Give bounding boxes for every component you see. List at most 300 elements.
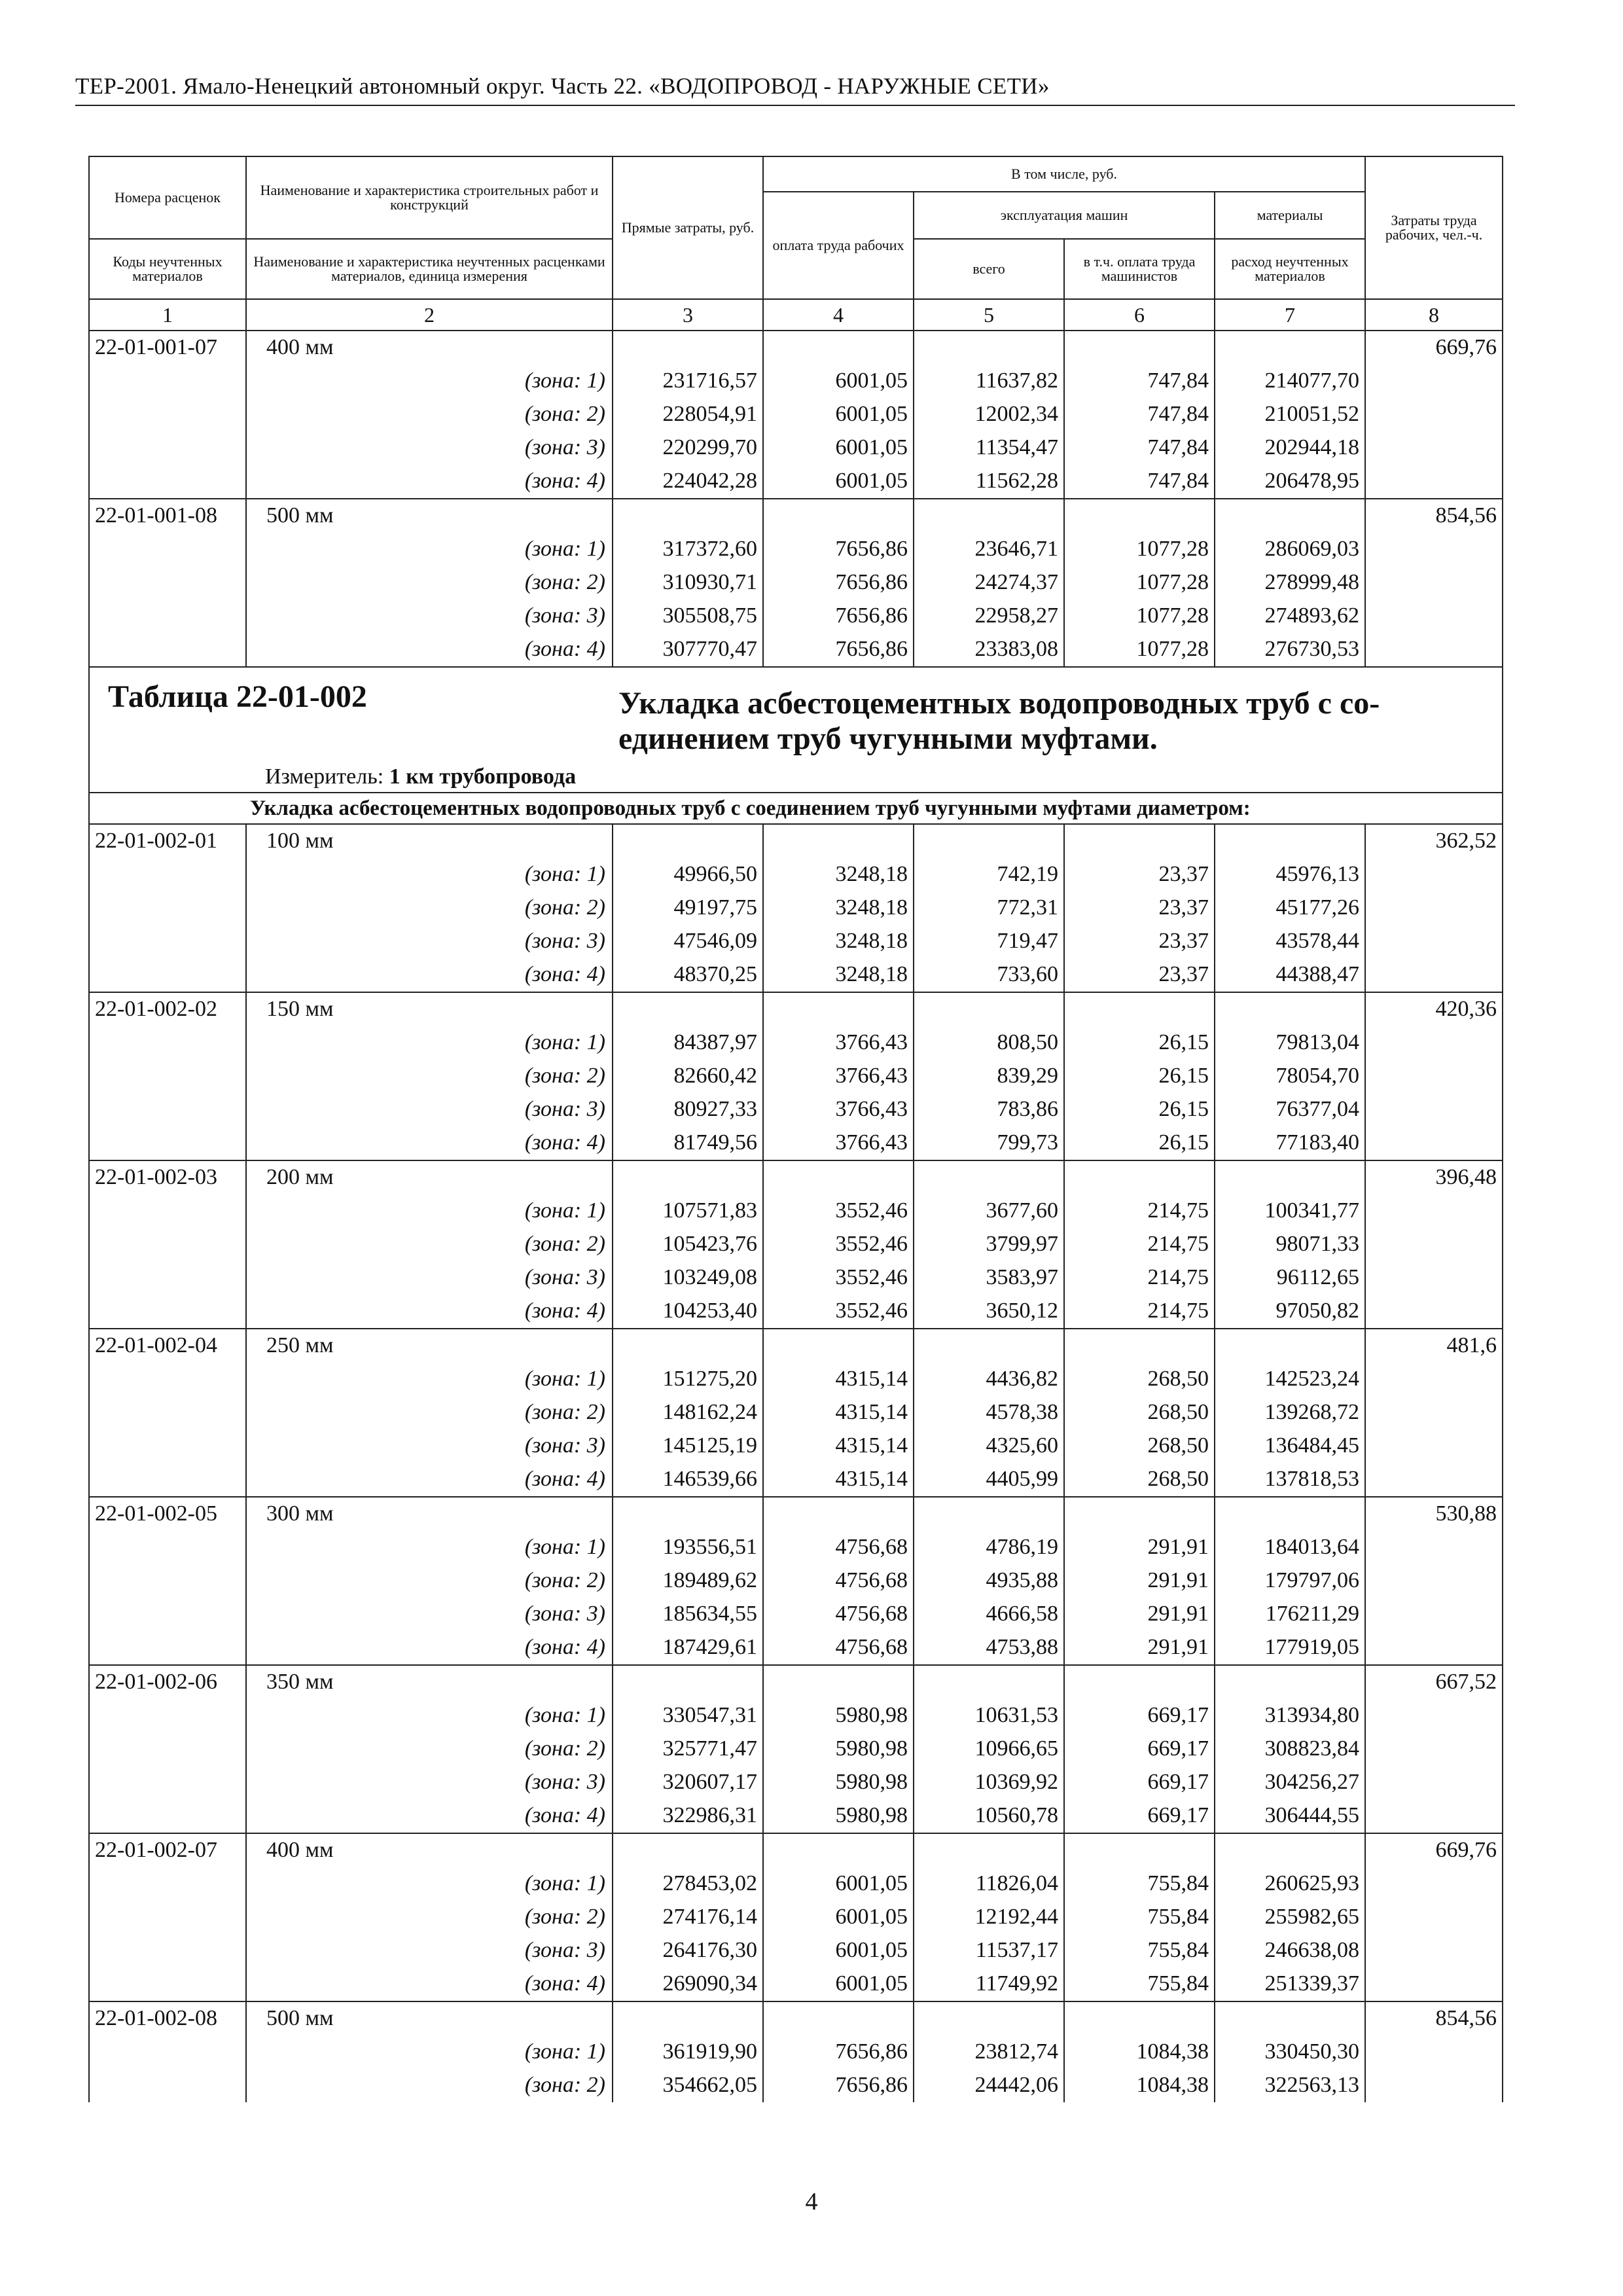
materials-value: 45976,13 — [1215, 858, 1365, 891]
zone-row — [89, 1531, 1503, 1564]
table-number: Таблица 22-01-002 — [108, 679, 367, 714]
empty-cell — [1365, 1531, 1503, 1564]
machinists-pay-value: 747,84 — [1064, 465, 1215, 499]
empty-cell — [89, 1463, 246, 1497]
empty-cell — [1064, 824, 1215, 858]
materials-value: 214077,70 — [1215, 365, 1365, 398]
page-number: 4 — [805, 2188, 818, 2215]
machinists-pay-value: 669,17 — [1064, 1799, 1215, 1833]
zone-label: (зона: 3) — [246, 1429, 613, 1463]
machinists-pay-value: 1084,38 — [1064, 2036, 1215, 2069]
labor-pay-value: 6001,05 — [763, 1934, 914, 1967]
materials-value: 97050,82 — [1215, 1295, 1365, 1329]
materials-value: 276730,53 — [1215, 633, 1365, 667]
empty-cell — [1365, 1363, 1503, 1396]
measure-label: Измеритель: — [265, 764, 384, 789]
direct-costs-value: 104253,40 — [613, 1295, 763, 1329]
empty-cell — [1365, 1060, 1503, 1093]
empty-cell — [613, 1329, 763, 1363]
direct-costs-value: 105423,76 — [613, 1228, 763, 1261]
empty-cell — [1365, 1295, 1503, 1329]
machines-total-value: 10631,53 — [914, 1699, 1064, 1732]
empty-cell — [89, 633, 246, 667]
zone-row — [89, 431, 1503, 465]
rate-code: 22-01-002-06 — [89, 1665, 246, 1699]
empty-cell — [89, 1026, 246, 1060]
header-work-name: Наименование и характеристика строительных работ и конструкций — [246, 156, 613, 239]
materials-value: 246638,08 — [1215, 1934, 1365, 1967]
materials-value: 100341,77 — [1215, 1194, 1365, 1228]
table-title: Укладка асбестоцементных водопроводных труб с со-единением труб чугунными муфтами. — [618, 686, 1380, 756]
zone-row — [89, 1194, 1503, 1228]
machinists-pay-value: 669,17 — [1064, 1766, 1215, 1799]
empty-cell — [1215, 1160, 1365, 1194]
labor-pay-value: 5980,98 — [763, 1799, 914, 1833]
zone-label: (зона: 2) — [246, 398, 613, 431]
zone-label: (зона: 1) — [246, 1867, 613, 1901]
empty-cell — [89, 1598, 246, 1631]
header-direct-costs: Прямые затраты, руб. — [613, 156, 763, 299]
rate-code: 22-01-002-07 — [89, 1833, 246, 1867]
zone-label: (зона: 2) — [246, 1396, 613, 1429]
labor-pay-value: 4756,68 — [763, 1531, 914, 1564]
machinists-pay-value: 26,15 — [1064, 1026, 1215, 1060]
zone-label: (зона: 4) — [246, 465, 613, 499]
labor-costs-value: 396,48 — [1365, 1160, 1503, 1194]
labor-pay-value: 3552,46 — [763, 1295, 914, 1329]
zone-row — [89, 465, 1503, 499]
empty-cell — [763, 824, 914, 858]
empty-cell — [1365, 566, 1503, 600]
machines-total-value: 4405,99 — [914, 1463, 1064, 1497]
empty-cell — [1215, 1497, 1365, 1531]
rate-code: 22-01-001-07 — [89, 331, 246, 365]
header-rate-numbers: Номера расценок — [89, 156, 246, 239]
empty-cell — [1365, 633, 1503, 667]
zone-label: (зона: 3) — [246, 1093, 613, 1126]
empty-cell — [89, 431, 246, 465]
labor-pay-value: 6001,05 — [763, 1901, 914, 1934]
header-total: всего — [914, 239, 1064, 299]
empty-cell — [1064, 331, 1215, 365]
direct-costs-value: 189489,62 — [613, 1564, 763, 1598]
rate-row — [89, 824, 1503, 858]
zone-label: (зона: 1) — [246, 1194, 613, 1228]
machinists-pay-value: 268,50 — [1064, 1396, 1215, 1429]
machines-total-value: 4325,60 — [914, 1429, 1064, 1463]
empty-cell — [1365, 1732, 1503, 1766]
empty-cell — [89, 1194, 246, 1228]
labor-pay-value: 7656,86 — [763, 2069, 914, 2102]
machines-total-value: 772,31 — [914, 891, 1064, 925]
zone-label: (зона: 2) — [246, 1901, 613, 1934]
rate-code: 22-01-002-08 — [89, 2001, 246, 2036]
labor-pay-value: 7656,86 — [763, 566, 914, 600]
column-numbers-row — [89, 299, 1503, 331]
machines-total-value: 23383,08 — [914, 633, 1064, 667]
materials-value: 77183,40 — [1215, 1126, 1365, 1160]
machines-total-value: 3677,60 — [914, 1194, 1064, 1228]
labor-pay-value: 7656,86 — [763, 633, 914, 667]
direct-costs-value: 231716,57 — [613, 365, 763, 398]
empty-cell — [1365, 1261, 1503, 1295]
header-machines: эксплуатация машин — [914, 192, 1215, 239]
machinists-pay-value: 23,37 — [1064, 858, 1215, 891]
machines-total-value: 4935,88 — [914, 1564, 1064, 1598]
zone-label: (зона: 1) — [246, 858, 613, 891]
machines-total-value: 799,73 — [914, 1126, 1064, 1160]
empty-cell — [89, 1396, 246, 1429]
zone-label: (зона: 2) — [246, 566, 613, 600]
zone-label: (зона: 1) — [246, 1699, 613, 1732]
header-codes: Коды неучтенных материалов — [89, 239, 246, 299]
empty-cell — [763, 992, 914, 1026]
machinists-pay-value: 26,15 — [1064, 1126, 1215, 1160]
machines-total-value: 4753,88 — [914, 1631, 1064, 1665]
empty-cell — [1365, 365, 1503, 398]
labor-costs-value: 362,52 — [1365, 824, 1503, 858]
direct-costs-value: 264176,30 — [613, 1934, 763, 1967]
empty-cell — [89, 1564, 246, 1598]
machinists-pay-value: 23,37 — [1064, 925, 1215, 958]
direct-costs-value: 80927,33 — [613, 1093, 763, 1126]
materials-value: 78054,70 — [1215, 1060, 1365, 1093]
empty-cell — [914, 2001, 1064, 2036]
empty-cell — [89, 1699, 246, 1732]
direct-costs-value: 224042,28 — [613, 465, 763, 499]
empty-cell — [1365, 2069, 1503, 2102]
labor-pay-value: 6001,05 — [763, 398, 914, 431]
rate-row — [89, 992, 1503, 1026]
empty-cell — [613, 992, 763, 1026]
empty-cell — [89, 1060, 246, 1093]
empty-cell — [914, 1665, 1064, 1699]
section-row — [89, 793, 1503, 824]
empty-cell — [1365, 1228, 1503, 1261]
materials-value: 260625,93 — [1215, 1867, 1365, 1901]
empty-cell — [1365, 1564, 1503, 1598]
materials-value: 202944,18 — [1215, 431, 1365, 465]
machinists-pay-value: 214,75 — [1064, 1295, 1215, 1329]
empty-cell — [1064, 2001, 1215, 2036]
zone-row — [89, 1363, 1503, 1396]
labor-pay-value: 3766,43 — [763, 1026, 914, 1060]
column-number: 6 — [1064, 299, 1215, 331]
direct-costs-value: 145125,19 — [613, 1429, 763, 1463]
empty-cell — [89, 958, 246, 992]
direct-costs-value: 47546,09 — [613, 925, 763, 958]
direct-costs-value: 49197,75 — [613, 891, 763, 925]
zone-label: (зона: 4) — [246, 1799, 613, 1833]
empty-cell — [1365, 1598, 1503, 1631]
empty-cell — [1064, 1497, 1215, 1531]
machinists-pay-value: 755,84 — [1064, 1901, 1215, 1934]
materials-value: 139268,72 — [1215, 1396, 1365, 1429]
section-title: Укладка асбестоцементных водопроводных труб с соединением труб чугунными муфтами диаметром: — [89, 793, 1503, 824]
zone-label: (зона: 4) — [246, 958, 613, 992]
zone-row — [89, 1699, 1503, 1732]
empty-cell — [1215, 824, 1365, 858]
zone-label: (зона: 1) — [246, 1531, 613, 1564]
empty-cell — [1215, 1833, 1365, 1867]
machinists-pay-value: 268,50 — [1064, 1463, 1215, 1497]
direct-costs-value: 107571,83 — [613, 1194, 763, 1228]
labor-pay-value: 3248,18 — [763, 891, 914, 925]
empty-cell — [89, 1261, 246, 1295]
empty-cell — [1365, 533, 1503, 566]
column-number: 2 — [246, 299, 613, 331]
empty-cell — [1365, 1026, 1503, 1060]
labor-pay-value: 4315,14 — [763, 1363, 914, 1396]
labor-pay-value: 6001,05 — [763, 365, 914, 398]
empty-cell — [89, 1901, 246, 1934]
rates-table — [88, 156, 1503, 2102]
materials-value: 330450,30 — [1215, 2036, 1365, 2069]
empty-cell — [89, 1967, 246, 2001]
empty-cell — [89, 2069, 246, 2102]
empty-cell — [1215, 331, 1365, 365]
machines-total-value: 10560,78 — [914, 1799, 1064, 1833]
empty-cell — [89, 1732, 246, 1766]
page-header: ТЕР-2001. Ямало-Ненецкий автономный округ. Часть 22. «ВОДОПРОВОД - НАРУЖНЫЕ СЕТИ» — [75, 73, 1050, 99]
rate-name: 100 мм — [246, 824, 613, 858]
zone-row — [89, 1766, 1503, 1799]
direct-costs-value: 330547,31 — [613, 1699, 763, 1732]
machinists-pay-value: 747,84 — [1064, 365, 1215, 398]
zone-row — [89, 1060, 1503, 1093]
labor-pay-value: 7656,86 — [763, 2036, 914, 2069]
labor-costs-value: 854,56 — [1365, 499, 1503, 533]
empty-cell — [1365, 2036, 1503, 2069]
zone-label: (зона: 3) — [246, 925, 613, 958]
direct-costs-value: 82660,42 — [613, 1060, 763, 1093]
empty-cell — [763, 1833, 914, 1867]
labor-costs-value: 420,36 — [1365, 992, 1503, 1026]
header-in-total: В том числе, руб. — [763, 156, 1365, 192]
direct-costs-value: 151275,20 — [613, 1363, 763, 1396]
machines-total-value: 12192,44 — [914, 1901, 1064, 1934]
measure-line — [108, 766, 1491, 788]
empty-cell — [1365, 1396, 1503, 1429]
materials-value: 76377,04 — [1215, 1093, 1365, 1126]
labor-pay-value: 5980,98 — [763, 1732, 914, 1766]
empty-cell — [1365, 431, 1503, 465]
materials-value: 306444,55 — [1215, 1799, 1365, 1833]
machinists-pay-value: 268,50 — [1064, 1429, 1215, 1463]
zone-row — [89, 858, 1503, 891]
empty-cell — [89, 1295, 246, 1329]
machinists-pay-value: 291,91 — [1064, 1564, 1215, 1598]
machines-total-value: 3650,12 — [914, 1295, 1064, 1329]
column-number: 5 — [914, 299, 1064, 331]
empty-cell — [1064, 1665, 1215, 1699]
direct-costs-value: 274176,14 — [613, 1901, 763, 1934]
rate-name: 150 мм — [246, 992, 613, 1026]
zone-row — [89, 2069, 1503, 2102]
materials-value: 278999,48 — [1215, 566, 1365, 600]
empty-cell — [89, 1867, 246, 1901]
empty-cell — [89, 858, 246, 891]
direct-costs-value: 193556,51 — [613, 1531, 763, 1564]
empty-cell — [1064, 992, 1215, 1026]
machinists-pay-value: 26,15 — [1064, 1093, 1215, 1126]
column-number: 8 — [1365, 299, 1503, 331]
empty-cell — [1365, 1967, 1503, 2001]
materials-value: 43578,44 — [1215, 925, 1365, 958]
empty-cell — [1365, 1901, 1503, 1934]
empty-cell — [914, 1497, 1064, 1531]
zone-row — [89, 533, 1503, 566]
rate-row — [89, 1329, 1503, 1363]
empty-cell — [1215, 1329, 1365, 1363]
zone-label: (зона: 2) — [246, 1060, 613, 1093]
zone-label: (зона: 1) — [246, 365, 613, 398]
materials-value: 136484,45 — [1215, 1429, 1365, 1463]
direct-costs-value: 307770,47 — [613, 633, 763, 667]
materials-value: 313934,80 — [1215, 1699, 1365, 1732]
machinists-pay-value: 214,75 — [1064, 1228, 1215, 1261]
machinists-pay-value: 1077,28 — [1064, 633, 1215, 667]
materials-value: 79813,04 — [1215, 1026, 1365, 1060]
zone-row — [89, 1228, 1503, 1261]
materials-value: 251339,37 — [1215, 1967, 1365, 2001]
labor-pay-value: 3766,43 — [763, 1060, 914, 1093]
zone-row — [89, 1396, 1503, 1429]
rate-code: 22-01-002-01 — [89, 824, 246, 858]
rates-table-container — [88, 156, 1502, 2102]
empty-cell — [914, 1160, 1064, 1194]
machines-total-value: 23812,74 — [914, 2036, 1064, 2069]
rate-code: 22-01-002-05 — [89, 1497, 246, 1531]
rate-name: 400 мм — [246, 331, 613, 365]
direct-costs-value: 325771,47 — [613, 1732, 763, 1766]
zone-row — [89, 1295, 1503, 1329]
labor-pay-value: 6001,05 — [763, 1867, 914, 1901]
machinists-pay-value: 26,15 — [1064, 1060, 1215, 1093]
labor-costs-value: 530,88 — [1365, 1497, 1503, 1531]
empty-cell — [1215, 499, 1365, 533]
machines-total-value: 808,50 — [914, 1026, 1064, 1060]
header-divider — [75, 105, 1515, 106]
zone-row — [89, 365, 1503, 398]
zone-row — [89, 566, 1503, 600]
labor-pay-value: 3766,43 — [763, 1093, 914, 1126]
zone-row — [89, 1967, 1503, 2001]
machinists-pay-value: 1084,38 — [1064, 2069, 1215, 2102]
empty-cell — [89, 1429, 246, 1463]
machinists-pay-value: 291,91 — [1064, 1531, 1215, 1564]
rate-row — [89, 1160, 1503, 1194]
machines-total-value: 733,60 — [914, 958, 1064, 992]
empty-cell — [1365, 891, 1503, 925]
materials-value: 304256,27 — [1215, 1766, 1365, 1799]
empty-cell — [89, 891, 246, 925]
column-number: 4 — [763, 299, 914, 331]
empty-cell — [89, 533, 246, 566]
zone-row — [89, 1261, 1503, 1295]
machines-total-value: 783,86 — [914, 1093, 1064, 1126]
labor-costs-value: 667,52 — [1365, 1665, 1503, 1699]
materials-value: 206478,95 — [1215, 465, 1365, 499]
zone-row — [89, 1598, 1503, 1631]
zone-row — [89, 1867, 1503, 1901]
empty-cell — [89, 1766, 246, 1799]
direct-costs-value: 354662,05 — [613, 2069, 763, 2102]
direct-costs-value: 305508,75 — [613, 600, 763, 633]
empty-cell — [89, 1799, 246, 1833]
zone-row — [89, 1463, 1503, 1497]
machinists-pay-value: 669,17 — [1064, 1732, 1215, 1766]
zone-label: (зона: 2) — [246, 891, 613, 925]
header-incl-machinists: в т.ч. оплата труда машинистов — [1064, 239, 1215, 299]
direct-costs-value: 269090,34 — [613, 1967, 763, 2001]
zone-row — [89, 1732, 1503, 1766]
empty-cell — [763, 1329, 914, 1363]
machinists-pay-value: 214,75 — [1064, 1261, 1215, 1295]
labor-costs-value: 669,76 — [1365, 1833, 1503, 1867]
direct-costs-value: 322986,31 — [613, 1799, 763, 1833]
empty-cell — [914, 499, 1064, 533]
labor-pay-value: 7656,86 — [763, 533, 914, 566]
materials-value: 179797,06 — [1215, 1564, 1365, 1598]
labor-pay-value: 4756,68 — [763, 1631, 914, 1665]
rate-name: 200 мм — [246, 1160, 613, 1194]
labor-pay-value: 3766,43 — [763, 1126, 914, 1160]
machines-total-value: 10966,65 — [914, 1732, 1064, 1766]
labor-costs-value: 854,56 — [1365, 2001, 1503, 2036]
materials-value: 98071,33 — [1215, 1228, 1365, 1261]
header-materials: материалы — [1215, 192, 1365, 239]
direct-costs-value: 187429,61 — [613, 1631, 763, 1665]
empty-cell — [1365, 958, 1503, 992]
direct-costs-value: 220299,70 — [613, 431, 763, 465]
zone-row — [89, 1093, 1503, 1126]
zone-row — [89, 2036, 1503, 2069]
empty-cell — [613, 1665, 763, 1699]
labor-pay-value: 7656,86 — [763, 600, 914, 633]
rate-row — [89, 1665, 1503, 1699]
zone-row — [89, 1631, 1503, 1665]
rate-code: 22-01-002-02 — [89, 992, 246, 1026]
empty-cell — [763, 331, 914, 365]
empty-cell — [1064, 499, 1215, 533]
machines-total-value: 24274,37 — [914, 566, 1064, 600]
zone-label: (зона: 3) — [246, 1598, 613, 1631]
zone-row — [89, 1799, 1503, 1833]
labor-pay-value: 3248,18 — [763, 958, 914, 992]
machines-total-value: 11562,28 — [914, 465, 1064, 499]
rate-row — [89, 1833, 1503, 1867]
rate-name: 300 мм — [246, 1497, 613, 1531]
materials-value: 142523,24 — [1215, 1363, 1365, 1396]
direct-costs-value: 48370,25 — [613, 958, 763, 992]
machinists-pay-value: 755,84 — [1064, 1867, 1215, 1901]
header-unaccounted-materials: расход неучтенных материалов — [1215, 239, 1365, 299]
zone-label: (зона: 4) — [246, 633, 613, 667]
zone-row — [89, 925, 1503, 958]
rate-row — [89, 2001, 1503, 2036]
zone-label: (зона: 1) — [246, 1026, 613, 1060]
machinists-pay-value: 291,91 — [1064, 1631, 1215, 1665]
empty-cell — [89, 1934, 246, 1967]
labor-pay-value: 6001,05 — [763, 1967, 914, 2001]
table-title-cell — [89, 667, 1503, 793]
zone-row — [89, 600, 1503, 633]
empty-cell — [1365, 1463, 1503, 1497]
labor-pay-value: 4315,14 — [763, 1429, 914, 1463]
measure-value: 1 км трубопровода — [389, 764, 577, 789]
rate-row — [89, 331, 1503, 365]
